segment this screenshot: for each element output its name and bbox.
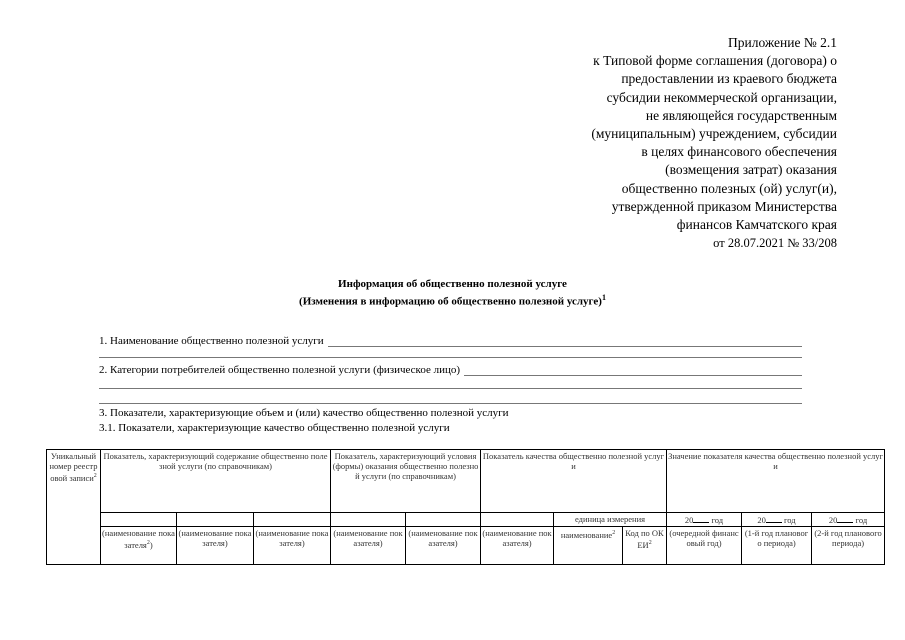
- indicator-name-cell: (наименование показателя): [177, 527, 254, 565]
- appendix-line: общественно полезных (ой) услуг(и),: [621, 180, 837, 196]
- blank-line: [99, 388, 802, 389]
- categories-field: [99, 362, 802, 376]
- document-title: [0, 277, 905, 309]
- year-blank: [693, 514, 709, 523]
- appendix-line: от 28.07.2021 № 33/208: [713, 236, 837, 251]
- year-second-header: 20 год: [812, 513, 885, 527]
- blank-line: [99, 403, 802, 404]
- okei-code-cell: Код по ОКЕИ$^2$: [623, 527, 667, 565]
- empty-cell: [101, 513, 177, 527]
- year-current-header: 20 год: [667, 513, 742, 527]
- appendix-line: предоставлении из краевого бюджета: [621, 71, 837, 87]
- service-name-label: 1. Наименование общественно полезной услуги: [99, 335, 324, 347]
- appendix-line: не являющейся государственным: [645, 107, 837, 123]
- categories-blank: [464, 364, 802, 376]
- indicator-name-cell: (наименование показателя): [481, 527, 554, 565]
- empty-cell: [177, 513, 254, 527]
- appendix-header: [517, 34, 837, 252]
- service-name-field: [99, 333, 802, 347]
- footnote-mark: 1: [601, 293, 606, 302]
- year-first-cell: (1-й год планового периода): [742, 527, 812, 565]
- appendix-line: (муниципальным) учреждением, субсидии: [591, 126, 837, 142]
- appendix-line: финансов Камчатского края: [676, 217, 837, 233]
- conditions-indicator-header: Показатель, характеризующий условия (формы) оказания общественно полезной услуги (по справочникам): [331, 450, 481, 513]
- empty-cell: [254, 513, 331, 527]
- indicator-name-cell: (наименование показателя): [406, 527, 481, 565]
- year-second-cell: (2-й год планового периода): [812, 527, 885, 565]
- year-first-header: 20 год: [742, 513, 812, 527]
- appendix-line: к Типовой форме соглашения (договора) о: [593, 53, 837, 69]
- empty-cell: [406, 513, 481, 527]
- appendix-line: (возмещения затрат) оказания: [665, 162, 837, 178]
- section-3-heading: 3. Показатели, характеризующие объем и (или) качество общественно полезной услуги: [99, 407, 509, 419]
- quality-indicators-table: [46, 449, 885, 565]
- indicator-name-cell: (наименование показателя$^2$): [101, 527, 177, 565]
- unique-number-header: Уникальный номер реестровой записи$^2$: [47, 450, 101, 565]
- year-current-cell: (очередной финансовый год): [667, 527, 742, 565]
- appendix-line: в целях финансового обеспечения: [641, 144, 837, 160]
- year-blank: [766, 514, 782, 523]
- quality-value-header: Значение показателя качества общественно полезной услуги: [667, 450, 885, 513]
- section-3-1-heading: 3.1. Показатели, характеризующие качество общественно полезной услуги: [99, 422, 450, 434]
- appendix-line: субсидии некоммерческой организации,: [606, 89, 837, 105]
- title-line-2: (Изменения в информацию об общественно полезной услуге)$^1$: [299, 293, 606, 308]
- categories-label: 2. Категории потребителей общественно полезной услуги (физическое лицо): [99, 364, 461, 376]
- title-line-1: Информация об общественно полезной услуге: [338, 278, 567, 290]
- empty-cell: [331, 513, 406, 527]
- content-indicator-header: Показатель, характеризующий содержание общественно полезной услуги (по справочникам): [101, 450, 331, 513]
- unit-header: единица измерения: [554, 513, 667, 527]
- indicator-name-cell: (наименование показателя): [254, 527, 331, 565]
- blank-line: [99, 357, 802, 358]
- service-name-blank: [328, 335, 802, 347]
- empty-cell: [481, 513, 554, 527]
- year-blank: [837, 514, 853, 523]
- appendix-line: утвержденной приказом Министерства: [611, 198, 837, 214]
- appendix-line: Приложение № 2.1: [728, 35, 837, 50]
- quality-indicator-header: Показатель качества общественно полезной услуги: [481, 450, 667, 513]
- indicator-name-cell: (наименование показателя): [331, 527, 406, 565]
- unit-name-cell: наименование$^2$: [554, 527, 623, 565]
